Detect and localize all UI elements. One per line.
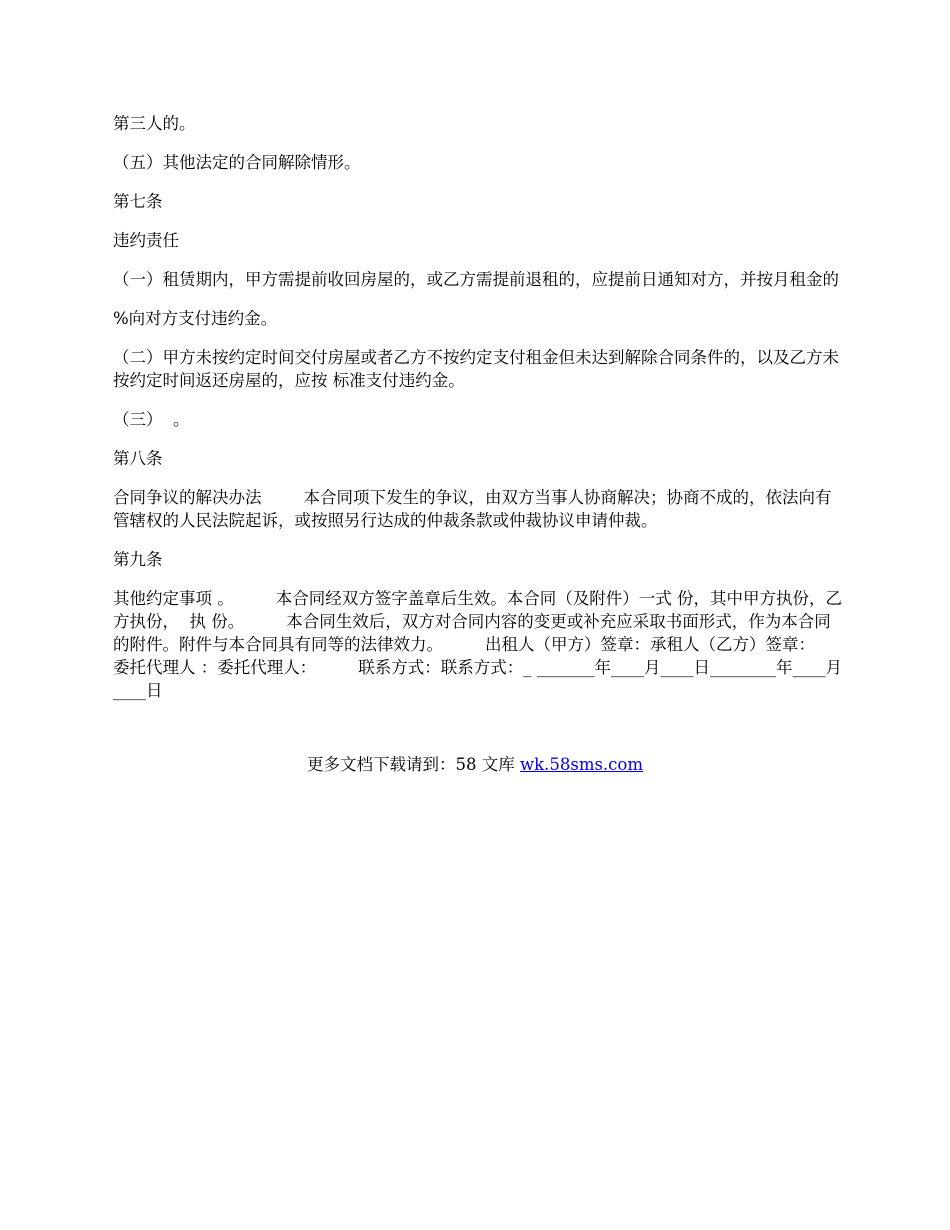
- paragraph-other-terms-signatures: 其他约定事项 。 本合同经双方签字盖章后生效。本合同（及附件）一式 份，其中甲方执份，乙方执份， 执 份。 本合同生效后，双方对合同内容的变更或补充应采取书面形式，作为本合同的附件。附件与本合同具有同等的法律效力。 出租人（甲方）签章：承租人（乙方）签章： 委托代理人 ：委托代理人： 联系方式：联系方式：_ _______年____月____日________年____月____日: [113, 589, 857, 700]
- download-footer: [0, 753, 950, 776]
- paragraph-third-party: 第三人的。: [113, 114, 196, 133]
- paragraph-late-delivery: （二）甲方未按约定时间交付房屋或者乙方不按约定支付租金但未达到解除合同条件的，以及乙方未按约定时间返还房屋的，应按 标准支付违约金。: [113, 348, 839, 390]
- footer-link[interactable]: wk.58sms.com: [519, 755, 643, 774]
- article-nine-heading: 第九条: [113, 550, 163, 569]
- footer-text: 更多文档下载请到：58 文库: [306, 755, 520, 774]
- article-seven-heading: 第七条: [113, 192, 163, 211]
- paragraph-dispute-resolution: 合同争议的解决办法 本合同项下发生的争议，由双方当事人协商解决；协商不成的，依法向有管辖权的人民法院起诉，或按照另行达成的仲裁条款或仲裁协议申请仲裁。: [113, 488, 832, 530]
- document-body: [113, 112, 857, 702]
- paragraph-penalty-percent: %向对方支付违约金。: [113, 309, 278, 328]
- breach-liability-heading: 违约责任: [113, 231, 179, 250]
- article-eight-heading: 第八条: [113, 449, 163, 468]
- paragraph-item-three: （三） 。: [113, 410, 190, 429]
- paragraph-early-termination: （一）租赁期内，甲方需提前收回房屋的，或乙方需提前退租的，应提前日通知对方，并按月租金的: [113, 270, 839, 289]
- paragraph-termination-other: （五）其他法定的合同解除情形。: [113, 153, 361, 172]
